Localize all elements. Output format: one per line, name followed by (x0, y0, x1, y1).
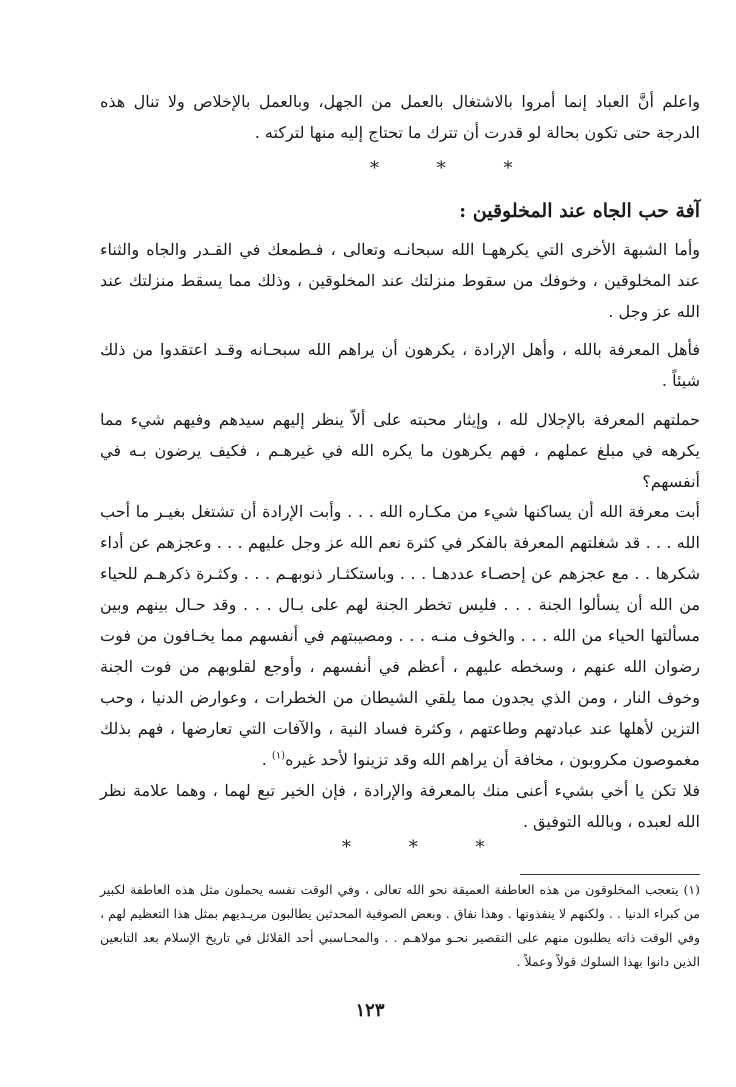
footnote-reference: (١) (271, 750, 286, 762)
page-number: ١٢٣ (355, 1000, 385, 1021)
footnote-text: (١) يتعجب المخلوقون من هذه العاطفة العميقة نحو الله تعالى ، وفي الوقت نفسه يحملون مثل هذه العاطفة لكبير من كبراء الدنيا . . ولكنهم لا ينفذونها . وهذا نفاق . وبعض الصوفية المحدثين يطالبون مريـديهم بمثل هذا التعظيم لهم ، وفي الوقت ذاته يطلبون منهم على التقصير نحـو مولاهـم . . والمحـاسبي أحد القلائل في تاريخ الإسلام بعد التابعين الذين دانوا بهذا السلوك قولاً وعملاً . (100, 882, 700, 969)
footnote-divider (520, 874, 700, 875)
paragraph-knowledge-refused (100, 496, 700, 775)
section-separator-bottom: * * * (342, 837, 511, 858)
paragraph-conclusion: فلا تكن يا أخي بشيء أعنى منك بالمعرفة والإرادة ، فإن الخير تبع لهما ، وهما علامة نظر الله لعبده ، وبالله التوفيق . (100, 781, 700, 831)
paragraph-intro: واعلم أنَّ العباد إنما أمروا بالاشتغال بالعمل من الجهل، وبالعمل بالإخلاص ولا تنال هذه الدرجة حتى تكون بحالة لو قدرت أن تترك ما تحتاج إليه منها لتركته . (100, 92, 700, 142)
paragraph-knowledge-refused-end: . (261, 750, 272, 769)
paragraph-second-doubt: وأما الشبهة الأخرى التي يكرههـا الله سبحانـه وتعالى ، فـطمعك في القـدر والجاه والثناء عند المخلوقين ، وخوفك من سقوط منزلتك عند المخلوقين ، وذلك مما يسقط منزلتك عند الله عز وجل . (100, 240, 700, 321)
section-separator-top: * * * (370, 158, 539, 179)
paragraph-people-of-knowledge: فأهل المعرفة بالله ، وأهل الإرادة ، يكرهون أن يراهم الله سبحـانه وقـد اعتقدوا من ذلك شيئاً . (100, 340, 700, 390)
paragraph-carried-by-knowledge: حملتهم المعرفة بالإجلال لله ، وإيثار محبته على ألاّ ينظر إليهم سيدهم وفيهم شيء مما يكرهه في مبلغ عملهم ، فهم يكرهون ما يكره الله في غيرهـم ، فكيف يرضون بـه في أنفسهم؟ (100, 410, 700, 491)
section-heading: آفة حب الجاه عند المخلوقين : (459, 200, 700, 222)
paragraph-knowledge-refused-text: أبت معرفة الله أن يساكنها شيء من مكـاره الله . . . وأبت الإرادة أن تشتغل بغيـر ما أحب الله . . . قد شغلتهم المعرفة بالفكر في كثرة نعم الله عز وجل عليهم . . . وعجزهم عن أداء شكرها . . مع عجزهم عن إحصـاء عددهـا . . . وباستكثـار ذنوبهـم . . . وكثـرة ذكرهـم للحياء من الله أن يسألوا الجنة . . . فليس تخطر الجنة لهم على بـال . . . وقد حـال بينهم وبين مسألتها الحياء من الله . . . والخوف منـه . . . ومصيبتهم في أنفسهم مما يخـافون من فوت رضوان الله عنهم ، وسخطه عليهم ، أعظم في أنفسهم ، وأوجع لقلوبهم من فوت الجنة وخوف النار ، ومن الذي يجدون مما يلقي الشيطان من الخطرات ، وعوارض الدنيا ، وحب التزين لأهلها عند عبادتهم وطاعتهم ، وكثرة فساد النية ، والآفات التي تعارضها ، فهم بذلك مغموصون مكروبون ، مخافة أن يراهم الله وقد تزينوا لأحد غيره (100, 502, 701, 769)
